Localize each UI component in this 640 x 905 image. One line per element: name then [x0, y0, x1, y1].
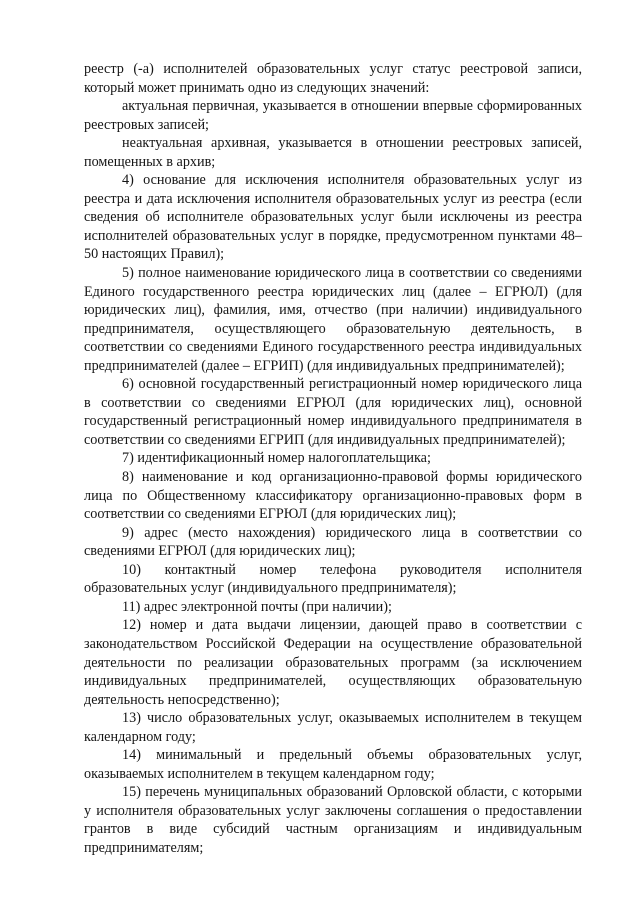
paragraph-item-9: 9) адрес (место нахождения) юридического лица в соответствии со сведениями ЕГРЮЛ (для юридических лиц); [84, 524, 582, 560]
paragraph-item-12: 12) номер и дата выдачи лицензии, дающей право в соответствии с законодательством Российской Федерации на осуществление образовательной деятельности по реализации образовательных программ (за исключением индивидуальных предпринимателей, осуществляющих образовательную деятельность непосредственно); [84, 617, 582, 708]
paragraph-item-8: 8) наименование и код организационно-правовой формы юридического лица по Общественному классификатору организационно-правовых форм в соответствии со сведениями ЕГРЮЛ (для юридических лиц); [84, 469, 582, 523]
paragraph-status-active: актуальная первичная, указывается в отношении впервые сформированных реестровых записей; [84, 98, 582, 133]
paragraph-item-6: 6) основной государственный регистрационный номер юридического лица в соответствии со сведениями ЕГРЮЛ (для юридических лиц), основной государственный регистрационный номер индивидуального предпринимателя в соответствии со сведениями ЕГРИП (для индивидуальных предпринимателей); [84, 376, 582, 448]
paragraph-item-10: 10) контактный номер телефона руководителя исполнителя образовательных услуг (индивидуального предпринимателя); [84, 561, 582, 597]
paragraph-item-11: 11) адрес электронной почты (при наличии); [122, 598, 392, 615]
paragraph-item-14: 14) минимальный и предельный объемы образовательных услуг, оказываемых исполнителем в текущем календарном году; [84, 747, 582, 782]
paragraph-status-archive: неактуальная архивная, указывается в отношении реестровых записей, помещенных в архив; [84, 135, 582, 170]
paragraph-item-7: 7) идентификационный номер налогоплательщика; [122, 450, 431, 467]
paragraph-status-intro: реестр (-а) исполнителей образовательных услуг статус реестровой записи, который может принимать одно из следующих значений: [84, 61, 582, 96]
paragraph-item-15: 15) перечень муниципальных образований Орловской области, с которыми у исполнителя образовательных услуг заключены соглашения о предоставлении грантов в виде субсидий частным организациям и индивидуальным предпринимателям; [84, 784, 582, 856]
paragraph-item-5: 5) полное наименование юридического лица в соответствии со сведениями Единого государственного реестра юридических лиц (далее – ЕГРЮЛ) (для юридических лиц), фамилия, имя, отчество (при наличии) индивидуального предпринимателя, осуществляющего образовательную деятельность, в соответствии со сведениями Единого государственного реестра индивидуальных предпринимателей (далее – ЕГРИП) (для индивидуальных предпринимателей); [84, 265, 582, 374]
paragraph-item-4: 4) основание для исключения исполнителя образовательных услуг из реестра и дата исключения исполнителя образовательных услуг из реестра (если сведения об исполнителе образовательных услуг были исключены из реестра исполнителей образовательных услуг в порядке, предусмотренном пунктами 48–50 настоящих Правил); [84, 172, 582, 263]
paragraph-item-13: 13) число образовательных услуг, оказываемых исполнителем в текущем календарном году; [84, 710, 582, 745]
